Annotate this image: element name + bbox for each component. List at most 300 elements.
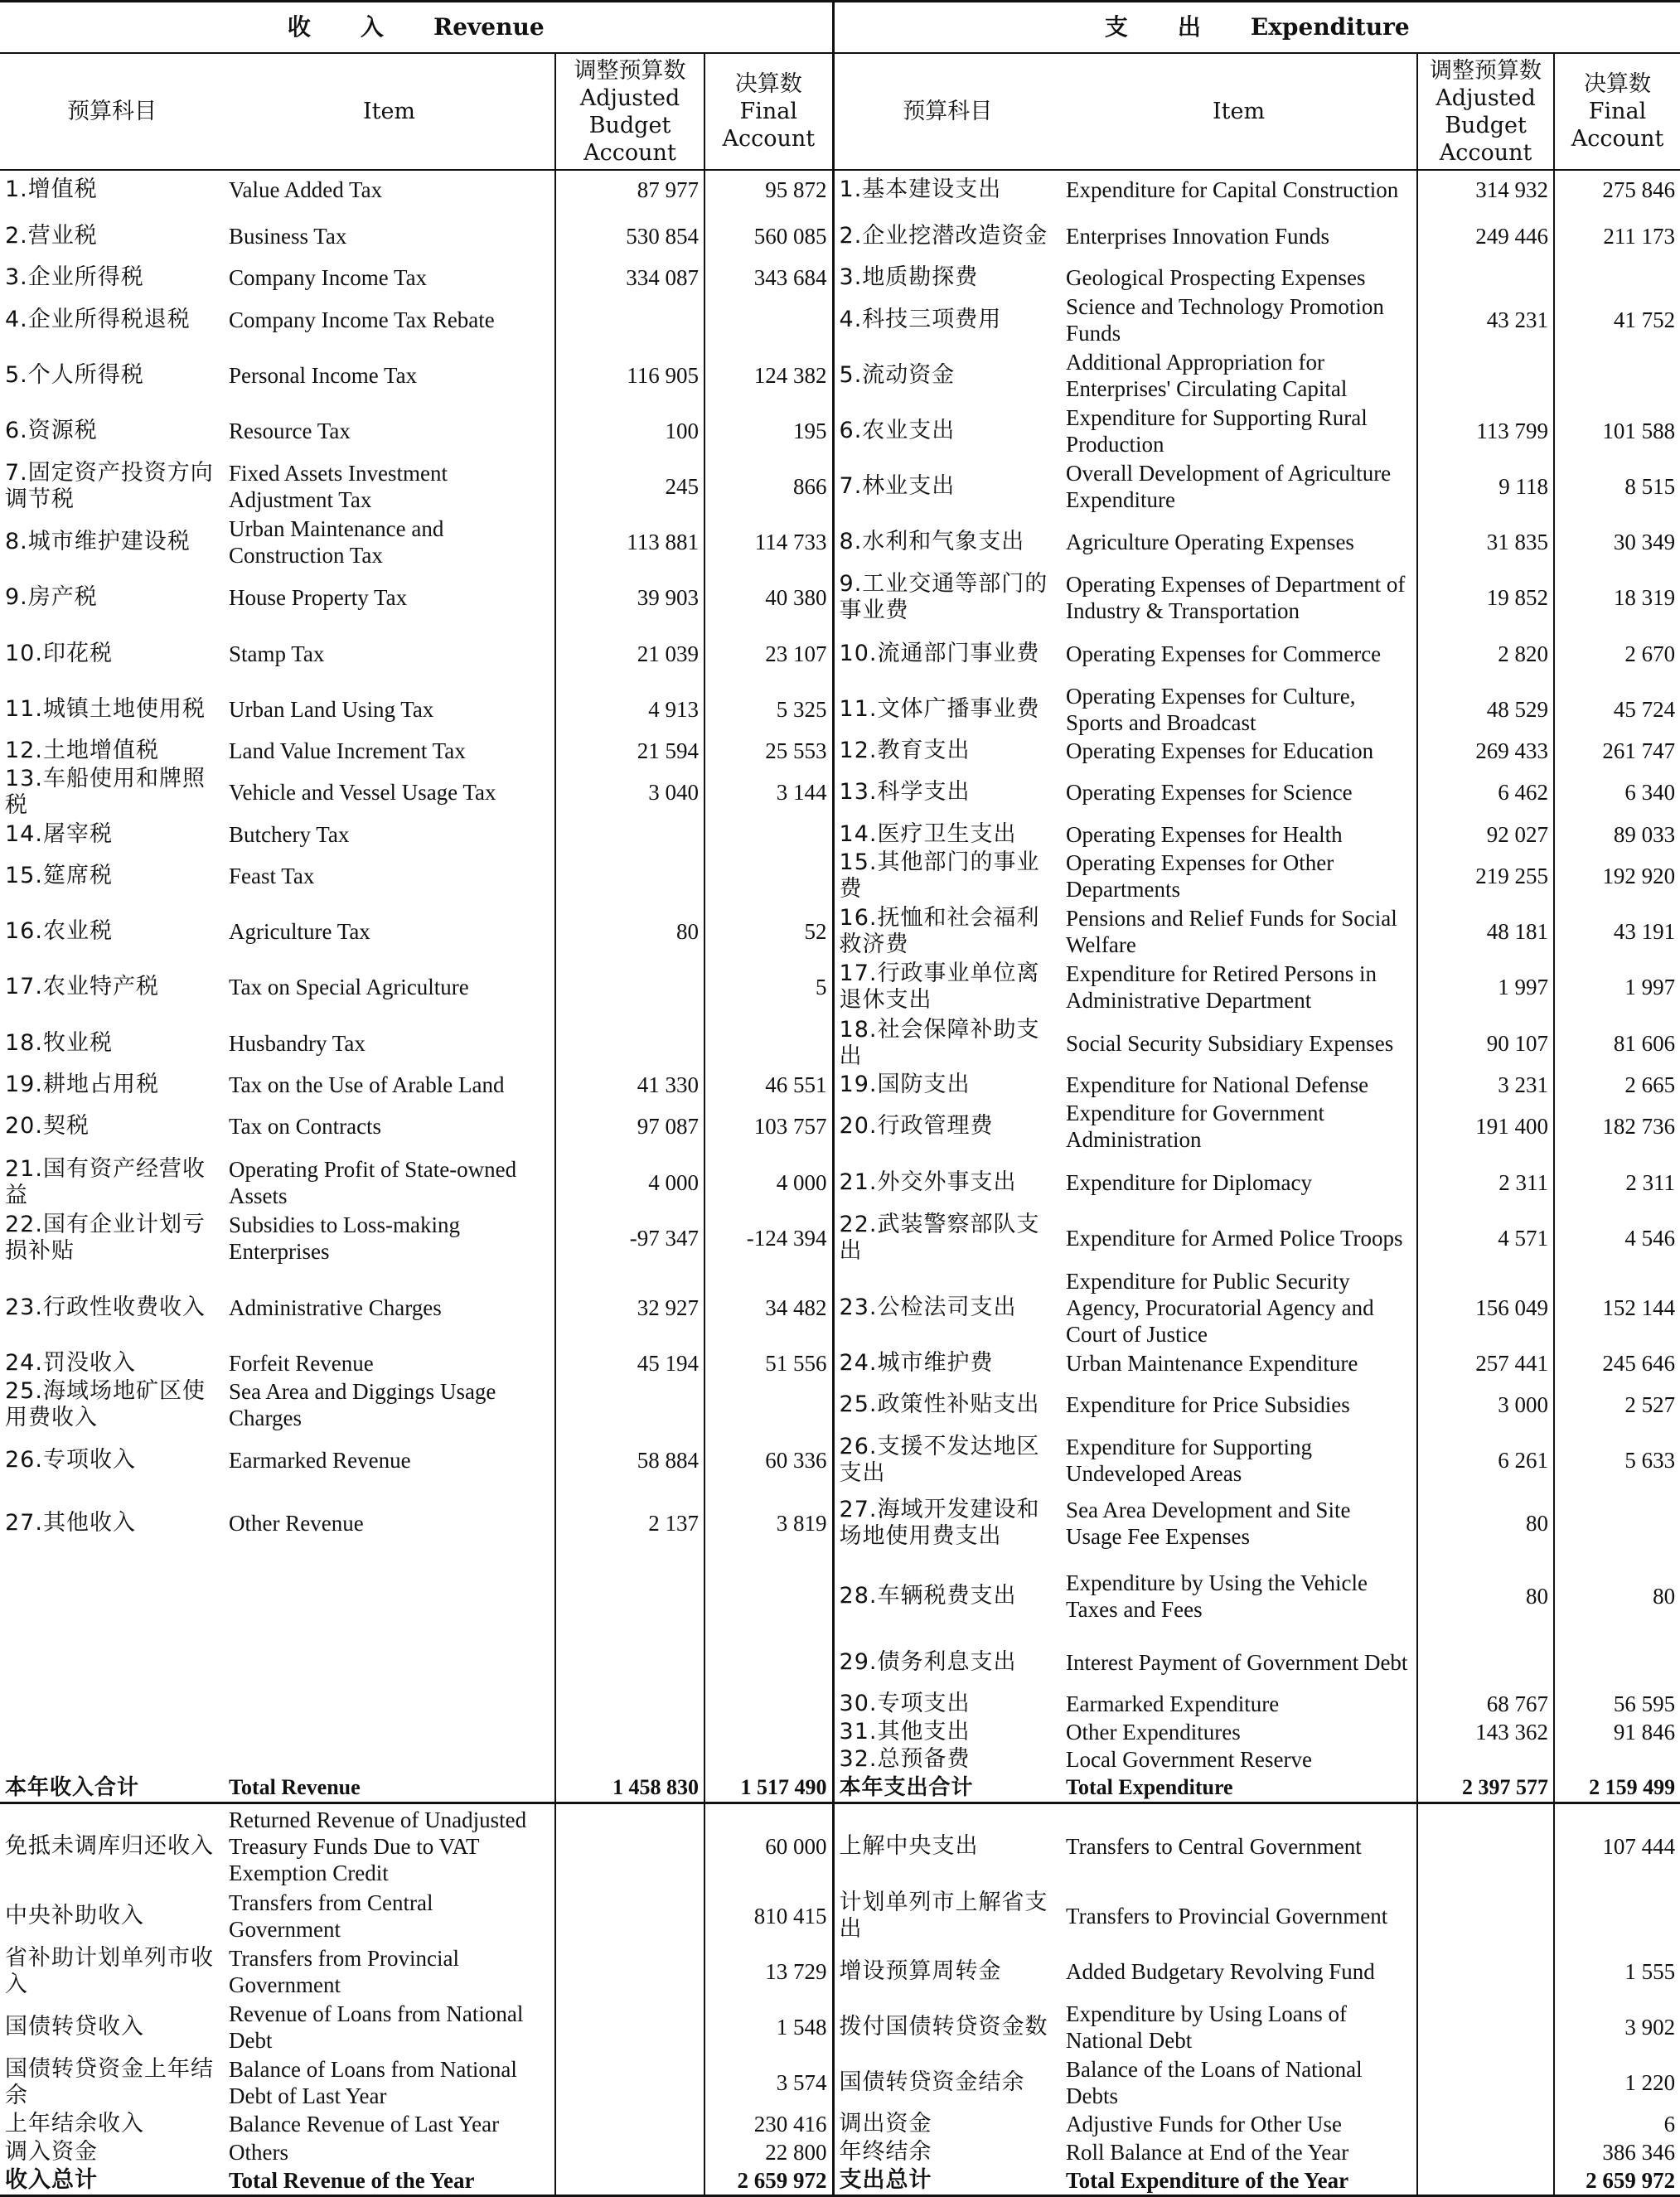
expenditure-adjusted-value [1417, 1888, 1554, 1943]
revenue-adjusted-value: 1 458 830 [555, 1774, 704, 1803]
expenditure-final-value: 8 515 [1554, 458, 1680, 514]
revenue-item-en [224, 1718, 555, 1746]
expenditure-subject-cn: 26.支援不发达地区支出 [839, 1434, 1040, 1487]
revenue-subject-cn: 16.农业税 [5, 918, 113, 945]
revenue-final-value: 1 517 490 [704, 1774, 833, 1803]
expenditure-final-value: 41 752 [1554, 292, 1680, 347]
table-row [0, 1488, 1680, 1558]
revenue-item-en: Subsidies to Loss-making Enterprises [229, 1212, 461, 1264]
expenditure-item-en: Expenditure for Diplomacy [1066, 1169, 1312, 1195]
revenue-subject-cn: 11.城镇土地使用税 [5, 695, 206, 722]
revenue-final-value: 40 380 [704, 570, 833, 626]
revenue-final-value: 343 684 [704, 264, 833, 292]
expenditure-item-en: Pensions and Relief Funds for Social Welfare [1066, 906, 1397, 958]
expenditure-final-value: 192 920 [1554, 849, 1680, 904]
expenditure-item-en: Additional Appropriation for Enterprises' Circulating Capital [1066, 349, 1348, 401]
expenditure-final-value: 1 555 [1554, 1943, 1680, 1999]
revenue-item-en [224, 1634, 555, 1690]
revenue-subject-cn: 17.农业特产税 [5, 974, 159, 1000]
column-header-row [0, 53, 1680, 170]
revenue-final-value: 810 415 [704, 1888, 833, 1943]
revenue-item-en: Agriculture Tax [229, 919, 370, 945]
expenditure-subject-cn: 6.农业支出 [839, 417, 956, 443]
table-row [0, 849, 1680, 904]
revenue-final-value: 114 733 [704, 515, 833, 570]
revenue-item-en: Tax on Special Agriculture [229, 975, 469, 1000]
revenue-subject-cn: 21.国有资产经营收益 [5, 1155, 206, 1208]
revenue-subject-cn: 8.城市维护建设税 [5, 529, 191, 555]
table-row [0, 1377, 1680, 1433]
revenue-final-value [704, 1634, 833, 1690]
expenditure-final-value: 101 588 [1554, 403, 1680, 458]
transfer-row [0, 1999, 1680, 2054]
revenue-adjusted-value [555, 1634, 704, 1690]
col-header-final [704, 53, 833, 170]
revenue-subject-cn: 调入资金 [5, 2139, 98, 2166]
expenditure-adjusted-value: 80 [1417, 1488, 1554, 1558]
expenditure-item-en: Expenditure for Government Administration [1066, 1101, 1324, 1153]
transfer-row [0, 2111, 1680, 2139]
expenditure-subject-cn: 19.国防支出 [839, 1071, 971, 1097]
revenue-item-en: Transfers from Central Government [229, 1890, 433, 1942]
expenditure-adjusted-value: 6 462 [1417, 765, 1554, 820]
table-row [0, 1718, 1680, 1746]
expenditure-adjusted-value: 113 799 [1417, 403, 1554, 458]
expenditure-adjusted-value: 191 400 [1417, 1099, 1554, 1154]
revenue-item-en: Land Value Increment Tax [229, 738, 466, 764]
expenditure-subject-cn: 32.总预备费 [839, 1746, 971, 1773]
revenue-final-value [704, 849, 833, 904]
expenditure-subject-cn: 31.其他支出 [839, 1718, 971, 1745]
col-header-text: Item [1212, 99, 1266, 125]
expenditure-item-en: Balance of the Loans of National Debts [1066, 2057, 1363, 2109]
expenditure-final-value: 2 670 [1554, 626, 1680, 681]
expenditure-subject-cn: 20.行政管理费 [839, 1113, 994, 1140]
expenditure-final-value: 81 606 [1554, 1015, 1680, 1071]
col-header-item-en [224, 53, 555, 170]
revenue-final-value: 3 574 [704, 2055, 833, 2111]
col-header-text: 调整预算数 [574, 57, 686, 84]
revenue-final-value [704, 1718, 833, 1746]
expenditure-adjusted-value: 156 049 [1417, 1265, 1554, 1349]
expenditure-final-value [1554, 1746, 1680, 1774]
table-row [0, 1015, 1680, 1071]
expenditure-subject-cn: 15.其他部门的事业费 [839, 849, 1040, 903]
expenditure-item-en: Urban Maintenance Expenditure [1066, 1350, 1358, 1376]
expenditure-subject-cn: 4.科技三项费用 [839, 306, 1002, 332]
revenue-subject-cn: 免抵未调库归还收入 [5, 1832, 214, 1859]
expenditure-subject-cn: 国债转贷资金结余 [839, 2069, 1025, 2096]
expenditure-adjusted-value: 48 529 [1417, 681, 1554, 737]
expenditure-subject-cn: 7.林业支出 [839, 473, 956, 500]
expenditure-final-value: 1 220 [1554, 2055, 1680, 2111]
revenue-final-value: 95 872 [704, 170, 833, 208]
revenue-title-cn-2: 入 [360, 13, 384, 41]
revenue-final-value: 23 107 [704, 626, 833, 681]
revenue-final-value: 230 416 [704, 2111, 833, 2139]
revenue-final-value: 34 482 [704, 1265, 833, 1349]
expenditure-final-value: 6 340 [1554, 765, 1680, 820]
expenditure-subject-cn: 10.流通部门事业费 [839, 640, 1040, 666]
col-header-text: 调整预算数 [1430, 57, 1542, 84]
expenditure-section-title [833, 2, 1680, 54]
revenue-item-en: Business Tax [229, 223, 347, 249]
revenue-subject-cn: 27.其他收入 [5, 1509, 136, 1536]
expenditure-final-value: 386 346 [1554, 2138, 1680, 2166]
revenue-subject-cn: 25.海域场地矿区使用费收入 [5, 1378, 206, 1431]
revenue-item-en: Balance of Loans from National Debt of Last Year [229, 2057, 517, 2109]
revenue-subject-cn [0, 1634, 224, 1690]
col-header-text: 预算科目 [903, 99, 993, 125]
col-header-final [1554, 53, 1680, 170]
revenue-final-value: 2 659 972 [704, 2166, 833, 2196]
expenditure-subject-cn: 年终结余 [839, 2139, 932, 2166]
revenue-subject-cn: 4.企业所得税退税 [5, 306, 191, 332]
revenue-final-value [704, 820, 833, 849]
expenditure-subject-cn: 23.公检法司支出 [839, 1294, 1017, 1320]
expenditure-item-en: Local Government Reserve [1066, 1747, 1312, 1773]
expenditure-adjusted-value: 2 397 577 [1417, 1774, 1554, 1803]
revenue-subject-cn: 5.个人所得税 [5, 361, 144, 388]
table-row [0, 737, 1680, 765]
expenditure-final-value: 1 997 [1554, 960, 1680, 1015]
revenue-subject-cn [0, 1558, 224, 1634]
revenue-item-en: Value Added Tax [229, 177, 383, 202]
expenditure-item-en: Earmarked Expenditure [1066, 1691, 1280, 1717]
revenue-adjusted-value: 58 884 [555, 1433, 704, 1488]
expenditure-adjusted-value [1417, 347, 1554, 403]
expenditure-adjusted-value [1417, 1943, 1554, 1999]
expenditure-subject-cn: 24.城市维护费 [839, 1349, 994, 1376]
revenue-item-en: Urban Land Using Tax [229, 696, 434, 722]
expenditure-title-cn-1: 支 [1104, 13, 1128, 41]
expenditure-adjusted-value [1417, 2138, 1554, 2166]
expenditure-item-en: Operating Expenses for Commerce [1066, 641, 1382, 666]
revenue-adjusted-value: 45 194 [555, 1349, 704, 1377]
revenue-adjusted-value: 245 [555, 458, 704, 514]
expenditure-subject-cn: 调出资金 [839, 2111, 932, 2137]
expenditure-subject-cn: 21.外交外事支出 [839, 1169, 1017, 1195]
expenditure-adjusted-value: 257 441 [1417, 1349, 1554, 1377]
revenue-title-en: Revenue [433, 13, 545, 41]
revenue-adjusted-value [555, 960, 704, 1015]
expenditure-item-en: Total Expenditure [1061, 1774, 1417, 1803]
expenditure-final-value: 2 159 499 [1554, 1774, 1680, 1803]
revenue-adjusted-value: 530 854 [555, 208, 704, 264]
expenditure-item-en: Expenditure for Supporting Undeveloped Areas [1066, 1435, 1312, 1487]
revenue-final-value: 3 819 [704, 1488, 833, 1558]
revenue-adjusted-value [555, 1888, 704, 1943]
section-header-row [0, 2, 1680, 54]
revenue-final-value: 5 [704, 960, 833, 1015]
expenditure-final-value: 152 144 [1554, 1265, 1680, 1349]
expenditure-item-en: Expenditure by Using the Vehicle Taxes and Fees [1066, 1570, 1368, 1622]
revenue-adjusted-value [555, 2166, 704, 2196]
expenditure-final-value: 80 [1554, 1558, 1680, 1634]
revenue-item-en: Company Income Tax [229, 265, 428, 291]
revenue-subject-cn: 上年结余收入 [5, 2111, 144, 2137]
revenue-item-en: Forfeit Revenue [229, 1350, 374, 1376]
expenditure-subject-cn: 本年支出合计 [833, 1774, 1061, 1803]
revenue-item-en: Others [229, 2140, 288, 2166]
expenditure-final-value: 2 527 [1554, 1377, 1680, 1433]
col-header-text: 决算数 [734, 71, 802, 98]
table-row [0, 681, 1680, 737]
revenue-item-en: Urban Maintenance and Construction Tax [229, 516, 444, 569]
table-row [0, 1634, 1680, 1690]
revenue-final-value: 866 [704, 458, 833, 514]
expenditure-final-value: 107 444 [1554, 1803, 1680, 1888]
revenue-item-en: House Property Tax [229, 585, 408, 611]
revenue-final-value: 13 729 [704, 1943, 833, 1999]
revenue-adjusted-value [555, 1558, 704, 1634]
table-row [0, 570, 1680, 626]
revenue-item-en: Butchery Tax [229, 821, 350, 847]
expenditure-final-value: 91 846 [1554, 1718, 1680, 1746]
table-row [0, 1690, 1680, 1718]
revenue-subject-cn: 1.增值税 [5, 176, 98, 202]
expenditure-item-en: Agriculture Operating Expenses [1066, 530, 1354, 555]
expenditure-subject-cn: 3.地质勘探费 [839, 264, 979, 291]
revenue-adjusted-value [555, 1015, 704, 1071]
table-row [0, 1099, 1680, 1154]
col-header-text: Account [583, 139, 676, 166]
table-row [0, 292, 1680, 347]
expenditure-item-en: Operating Expenses of Department of Industry & Transportation [1066, 572, 1406, 624]
revenue-subject-cn: 23.行政性收费收入 [5, 1294, 206, 1320]
expenditure-final-value: 43 191 [1554, 904, 1680, 960]
revenue-adjusted-value: 21 594 [555, 737, 704, 765]
expenditure-adjusted-value: 68 767 [1417, 1690, 1554, 1718]
expenditure-final-value [1554, 1634, 1680, 1690]
expenditure-item-en: Science and Technology Promotion Funds [1066, 293, 1384, 346]
revenue-subject-cn: 收入总计 [0, 2166, 224, 2196]
revenue-adjusted-value: 39 903 [555, 570, 704, 626]
expenditure-subject-cn: 28.车辆税费支出 [839, 1583, 1017, 1609]
revenue-subject-cn: 13.车船使用和牌照税 [5, 766, 206, 819]
revenue-final-value: 22 800 [704, 2138, 833, 2166]
revenue-item-en: Administrative Charges [229, 1294, 442, 1320]
revenue-final-value: 5 325 [704, 681, 833, 737]
revenue-item-en: Operating Profit of State-owned Assets [229, 1156, 517, 1208]
revenue-adjusted-value [555, 2138, 704, 2166]
expenditure-adjusted-value [1417, 264, 1554, 292]
expenditure-final-value: 6 [1554, 2111, 1680, 2139]
revenue-adjusted-value: 80 [555, 904, 704, 960]
expenditure-adjusted-value: 4 571 [1417, 1210, 1554, 1265]
expenditure-subject-cn: 9.工业交通等部门的事业费 [839, 571, 1048, 624]
expenditure-subject-cn: 计划单列市上解省支出 [839, 1889, 1048, 1942]
expenditure-item-en: Expenditure for Retired Persons in Administrative Department [1066, 961, 1377, 1014]
revenue-adjusted-value: 21 039 [555, 626, 704, 681]
expenditure-adjusted-value [1417, 2055, 1554, 2111]
table-row [0, 960, 1680, 1015]
expenditure-item-en: Sea Area Development and Site Usage Fee Expenses [1066, 1497, 1351, 1549]
revenue-final-value [704, 1015, 833, 1071]
expenditure-item-en: Expenditure for National Defense [1066, 1072, 1369, 1097]
table-row [0, 765, 1680, 820]
col-header-text: Adjusted Budget [1436, 85, 1536, 138]
expenditure-adjusted-value: 92 027 [1417, 820, 1554, 849]
revenue-adjusted-value [555, 292, 704, 347]
expenditure-subject-cn: 12.教育支出 [839, 738, 971, 764]
revenue-adjusted-value: 2 137 [555, 1488, 704, 1558]
expenditure-final-value: 2 311 [1554, 1154, 1680, 1210]
expenditure-subject-cn: 13.科学支出 [839, 779, 971, 806]
expenditure-adjusted-value: 143 362 [1417, 1718, 1554, 1746]
expenditure-item-en: Expenditure for Supporting Rural Production [1066, 404, 1368, 457]
expenditure-subject-cn: 11.文体广播事业费 [839, 695, 1040, 722]
table-row [0, 1433, 1680, 1488]
expenditure-final-value: 18 319 [1554, 570, 1680, 626]
expenditure-adjusted-value: 2 820 [1417, 626, 1554, 681]
revenue-subject-cn: 9.房产税 [5, 584, 98, 611]
expenditure-subject-cn: 29.债务利息支出 [839, 1648, 1017, 1675]
table-row [0, 1154, 1680, 1210]
revenue-subject-cn: 14.屠宰税 [5, 820, 113, 847]
revenue-adjusted-value [555, 1999, 704, 2054]
col-header-adjusted [555, 53, 704, 170]
expenditure-adjusted-value: 1 997 [1417, 960, 1554, 1015]
expenditure-final-value: 56 595 [1554, 1690, 1680, 1718]
expenditure-item-en: Enterprises Innovation Funds [1066, 223, 1330, 249]
expenditure-final-value: 4 546 [1554, 1210, 1680, 1265]
expenditure-subject-cn: 上解中央支出 [839, 1832, 979, 1859]
transfer-row [0, 2138, 1680, 2166]
revenue-final-value: 1 548 [704, 1999, 833, 2054]
expenditure-adjusted-value: 314 932 [1417, 170, 1554, 208]
col-header-text: Account [722, 126, 816, 152]
expenditure-adjusted-value [1417, 1634, 1554, 1690]
expenditure-subject-cn: 25.政策性补贴支出 [839, 1391, 1040, 1418]
expenditure-item-en: Adjustive Funds for Other Use [1066, 2112, 1343, 2137]
revenue-item-en: Company Income Tax Rebate [229, 307, 495, 332]
expenditure-final-value: 45 724 [1554, 681, 1680, 737]
revenue-item-en: Total Revenue [224, 1774, 555, 1803]
table-row [0, 1210, 1680, 1265]
revenue-item-en [224, 1690, 555, 1718]
expenditure-adjusted-value: 249 446 [1417, 208, 1554, 264]
expenditure-item-en: Social Security Subsidiary Expenses [1066, 1030, 1394, 1056]
table-row [0, 515, 1680, 570]
expenditure-item-en: Overall Development of Agriculture Expenditure [1066, 461, 1392, 513]
revenue-item-en: Stamp Tax [229, 641, 325, 666]
expenditure-final-value: 245 646 [1554, 1349, 1680, 1377]
revenue-final-value: 25 553 [704, 737, 833, 765]
table-row [0, 820, 1680, 849]
revenue-subject-cn: 22.国有企业计划亏损补贴 [5, 1211, 206, 1264]
revenue-item-en: Earmarked Revenue [229, 1448, 411, 1474]
col-header-text: Adjusted Budget [579, 85, 680, 138]
col-header-item-en [1061, 53, 1417, 170]
total-row [0, 1774, 1680, 1803]
expenditure-adjusted-value: 6 261 [1417, 1433, 1554, 1488]
expenditure-item-en: Geological Prospecting Expenses [1066, 265, 1366, 291]
expenditure-subject-cn: 拨付国债转贷资金数 [839, 2013, 1048, 2040]
expenditure-adjusted-value: 219 255 [1417, 849, 1554, 904]
transfer-row [0, 1803, 1680, 1888]
table-row [0, 170, 1680, 208]
col-header-text: Final [739, 99, 798, 125]
expenditure-subject-cn: 22.武装警察部队支出 [839, 1211, 1040, 1264]
revenue-adjusted-value: 100 [555, 403, 704, 458]
revenue-subject-cn: 24.罚没收入 [5, 1349, 136, 1376]
expenditure-item-en: Operating Expenses for Culture, Sports and Broadcast [1066, 683, 1356, 735]
expenditure-subject-cn: 18.社会保障补助支出 [839, 1016, 1040, 1069]
revenue-subject-cn: 7.固定资产投资方向调节税 [5, 460, 214, 513]
expenditure-subject-cn: 27.海域开发建设和场地使用费支出 [839, 1496, 1040, 1549]
revenue-item-en [224, 1746, 555, 1774]
col-header-subject-cn [0, 53, 224, 170]
revenue-adjusted-value: 41 330 [555, 1071, 704, 1099]
revenue-adjusted-value [555, 849, 704, 904]
col-header-subject-cn [833, 53, 1061, 170]
col-header-text: 预算科目 [67, 99, 157, 125]
revenue-adjusted-value [555, 1690, 704, 1718]
expenditure-title-cn-2: 出 [1177, 13, 1201, 41]
revenue-adjusted-value: 113 881 [555, 515, 704, 570]
revenue-item-en: Tax on Contracts [229, 1114, 382, 1140]
revenue-subject-cn: 6.资源税 [5, 417, 98, 443]
grand-total-row [0, 2166, 1680, 2196]
revenue-title-cn-1: 收 [287, 13, 311, 41]
revenue-subject-cn: 26.专项收入 [5, 1447, 136, 1474]
expenditure-subject-cn: 14.医疗卫生支出 [839, 820, 1017, 847]
revenue-subject-cn: 国债转贷收入 [5, 2013, 144, 2040]
expenditure-item-en: Roll Balance at End of the Year [1066, 2140, 1349, 2166]
expenditure-subject-cn: 1.基本建设支出 [839, 176, 1002, 202]
revenue-final-value: -124 394 [704, 1210, 833, 1265]
col-header-text: 决算数 [1584, 71, 1652, 98]
revenue-final-value [704, 1746, 833, 1774]
revenue-section-title [0, 2, 833, 54]
revenue-subject-cn: 12.土地增值税 [5, 738, 159, 764]
expenditure-final-value: 3 902 [1554, 1999, 1680, 2054]
revenue-adjusted-value [555, 2055, 704, 2111]
revenue-final-value: 3 144 [704, 765, 833, 820]
expenditure-item-en: Expenditure for Capital Construction [1066, 177, 1399, 202]
expenditure-item-en: Expenditure for Armed Police Troops [1066, 1225, 1403, 1251]
revenue-subject-cn [0, 1690, 224, 1718]
revenue-subject-cn [0, 1746, 224, 1774]
table-row [0, 1349, 1680, 1377]
revenue-adjusted-value [555, 820, 704, 849]
revenue-final-value [704, 1377, 833, 1433]
revenue-adjusted-value [555, 1718, 704, 1746]
revenue-final-value: 124 382 [704, 347, 833, 403]
revenue-item-en: Resource Tax [229, 418, 351, 443]
expenditure-adjusted-value [1417, 1803, 1554, 1888]
expenditure-adjusted-value [1417, 1999, 1554, 2054]
revenue-subject-cn: 国债转贷资金上年结余 [5, 2056, 214, 2109]
expenditure-subject-cn: 17.行政事业单位离退休支出 [839, 961, 1040, 1014]
expenditure-adjusted-value: 80 [1417, 1558, 1554, 1634]
revenue-adjusted-value: 32 927 [555, 1265, 704, 1349]
revenue-final-value [704, 1558, 833, 1634]
revenue-item-en: Feast Tax [229, 864, 315, 889]
transfer-row [0, 2055, 1680, 2111]
expenditure-final-value [1554, 1488, 1680, 1558]
expenditure-adjusted-value [1417, 2111, 1554, 2139]
expenditure-final-value: 2 659 972 [1554, 2166, 1680, 2196]
expenditure-adjusted-value: 2 311 [1417, 1154, 1554, 1210]
table-row [0, 403, 1680, 458]
revenue-final-value: 52 [704, 904, 833, 960]
revenue-final-value: 46 551 [704, 1071, 833, 1099]
expenditure-final-value [1554, 347, 1680, 403]
revenue-subject-cn: 本年收入合计 [0, 1774, 224, 1803]
revenue-item-en: Transfers from Provincial Government [229, 1945, 459, 1997]
